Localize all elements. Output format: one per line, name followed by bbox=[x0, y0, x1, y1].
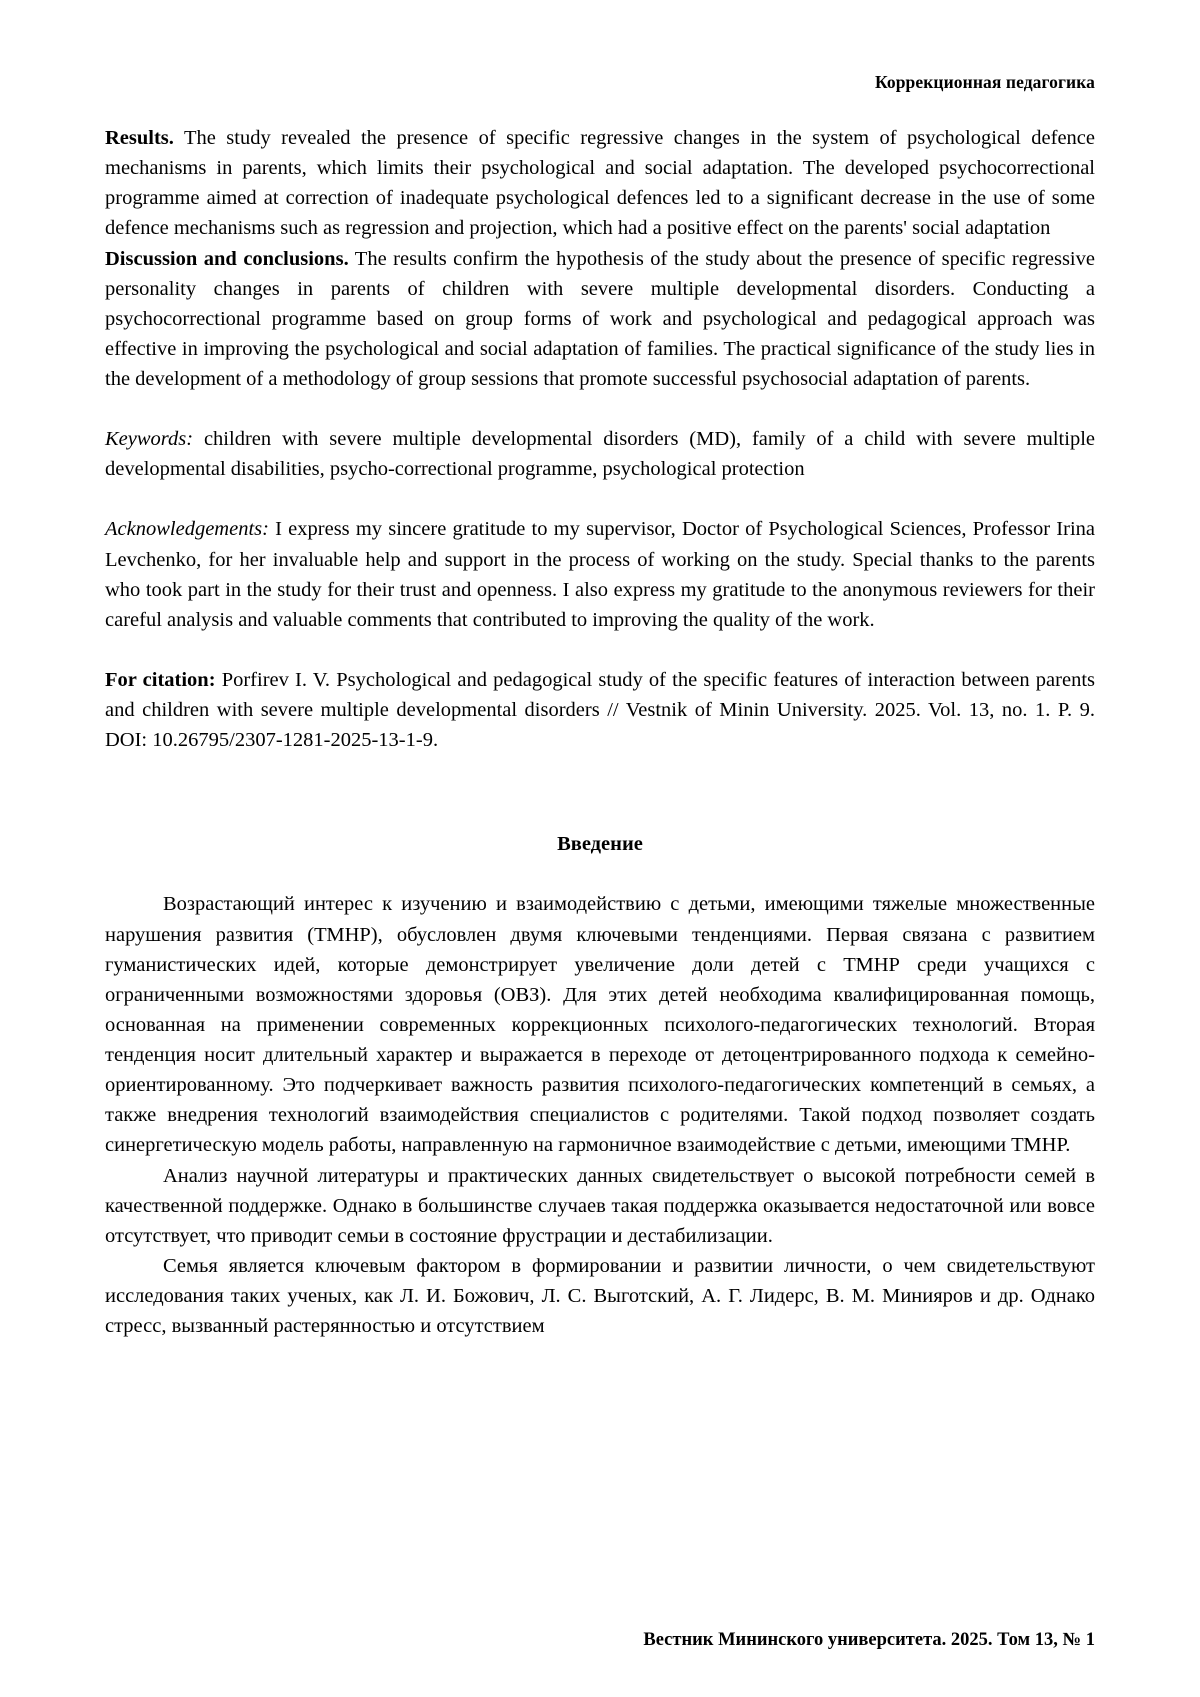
spacer bbox=[105, 484, 1095, 514]
keywords-text: children with severe multiple developmental disorders (MD), family of a child with severe multiple developmental disabilities, psycho-correctional programme, psychological protection bbox=[105, 428, 1095, 481]
citation-label: For citation: bbox=[105, 668, 216, 691]
results-label: Results. bbox=[105, 127, 174, 149]
acknowledgements-text: I express my sincere gratitude to my supervisor, Doctor of Psychological Sciences, Professor Irina Levchenko, for her invaluable help and support in the process of working on the study. Special thanks to the parents who took part in the study for their trust and openness. I also express my gratitude to the anonymous reviewers for their careful analysis and valuable comments that contributed to improving the quality of the work. bbox=[105, 518, 1095, 631]
discussion-label: Discussion and conclusions. bbox=[105, 247, 349, 270]
keywords-paragraph bbox=[105, 424, 1095, 484]
spacer bbox=[105, 394, 1095, 424]
page-footer: Вестник Мининского университета. 2025. Том 13, № 1 bbox=[643, 1630, 1095, 1650]
spacer bbox=[105, 635, 1095, 665]
acknowledgements-paragraph bbox=[105, 514, 1095, 635]
citation-text: Porfirev I. V. Psychological and pedagogical study of the specific features of interaction between parents and children with severe multiple developmental disorders // Vestnik of Minin University. 2025. Vol. 13, no. 1. P. 9. DOI: 10.26795/2307-1281-2025-13-1-9. bbox=[105, 668, 1095, 752]
intro-paragraph-2: Анализ научной литературы и практических данных свидетельствует о высокой потребности семей в качественной поддержке. Однако в большинстве случаев такая поддержка оказывается недостаточной или вовсе отсутствует, что приводит семьи в состояние фрустрации и дестабилизации. bbox=[105, 1164, 1095, 1247]
abstract-discussion-paragraph bbox=[105, 244, 1095, 395]
intro-paragraph-3: Семья является ключевым фактором в формировании и развитии личности, о чем свидетельствуют исследования таких ученых, как Л. И. Божович, Л. С. Выготский, А. Г. Лидерс, В. М. Минияров и др. Однако стресс, вызванный растерянностью и отсутствием bbox=[105, 1254, 1095, 1338]
results-text: The study revealed the presence of specific regressive changes in the system of psychological defence mechanisms in parents, which limits their psychological and social adaptation. The developed psychocorrectional programme aimed at correction of inadequate psychological defences led to a significant decrease in the use of some defence mechanisms such as regression and projection, which had a positive effect on the parents' social adaptation bbox=[105, 127, 1095, 240]
keywords-label: Keywords: bbox=[105, 428, 194, 451]
abstract-results-paragraph bbox=[105, 123, 1095, 244]
acknowledgements-label: Acknowledgements: bbox=[105, 518, 269, 541]
spacer bbox=[105, 755, 1095, 799]
section-title-introduction: Введение bbox=[557, 833, 643, 856]
running-head: Коррекционная педагогика bbox=[874, 72, 1095, 92]
citation-paragraph bbox=[105, 665, 1095, 755]
spacer bbox=[105, 799, 1095, 829]
discussion-text: The results confirm the hypothesis of the study about the presence of specific regressive personality changes in parents of children with severe multiple developmental disorders. Conducting a psychocorrectional programme based on group forms of work and psychological and pedagogical approach was effective in improving the psychological and social adaptation of families. The practical significance of the study lies in the development of a methodology of group sessions that promote successful psychosocial adaptation of parents. bbox=[105, 247, 1095, 390]
spacer bbox=[105, 859, 1095, 889]
intro-paragraph-1: Возрастающий интерес к изучению и взаимодействию с детьми, имеющими тяжелые множественные нарушения развития (ТМНР), обусловлен двумя ключевыми тенденциями. Первая связана с развитием гуманистических идей, которые демонстрирует увеличение доли детей с ТМНР среди учащихся с ограниченными возможностями здоровья (ОВЗ). Для этих детей необходима квалифицированная помощь, основанная на применении современных коррекционных психолого-педагогических технологий. Вторая тенденция носит длительный характер и выражается в переходе от детоцентрированного подхода к семейно-ориентированному. Это подчеркивает важность развития психолого-педагогических компетенций в семьях, а также внедрения технологий взаимодействия специалистов с родителями. Такой подход позволяет создать синергетическую модель работы, направленную на гармоничное взаимодействие с детьми, имеющими ТМНР. bbox=[105, 893, 1095, 1157]
